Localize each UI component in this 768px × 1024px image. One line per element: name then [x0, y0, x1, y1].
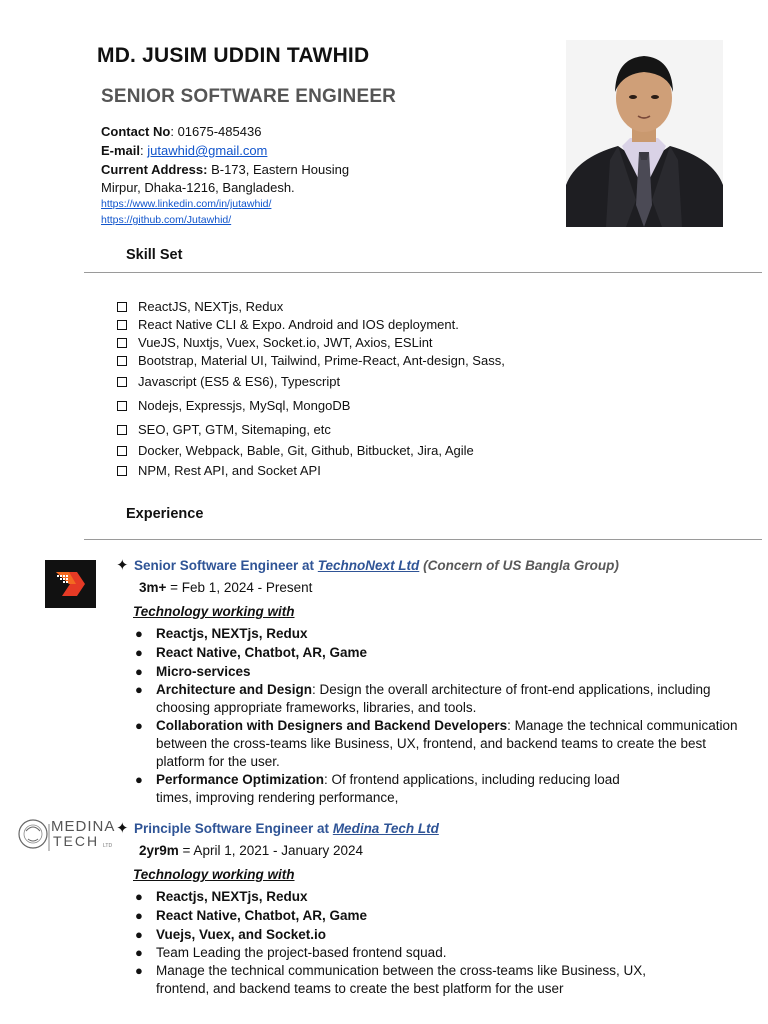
job-1-role: Senior Software Engineer at — [134, 558, 318, 573]
skills-divider — [84, 272, 762, 273]
list-item: ● Manage the technical communication between the cross-teams like Business, UX, frontend, and backend teams to create the best platform for the user — [135, 963, 646, 996]
skill-item: Docker, Webpack, Bable, Git, Github, Bitbucket, Jira, Agile — [117, 442, 505, 460]
medina-logo-text: MEDINA — [51, 818, 116, 835]
checkbox-bullet-icon — [117, 377, 127, 387]
job-1-tech-heading: Technology working with — [133, 604, 295, 619]
contact-address-line — [101, 161, 349, 178]
checkbox-bullet-icon — [117, 466, 127, 476]
checkbox-bullet-icon — [117, 425, 127, 435]
job-2-bullets — [133, 887, 673, 998]
phone-value: 01675-485436 — [177, 124, 262, 139]
address-line1: B-173, Eastern Housing — [211, 162, 350, 177]
checkbox-bullet-icon — [117, 320, 127, 330]
job-1-concern: (Concern of US Bangla Group) — [423, 558, 619, 573]
job-2-role: Principle Software Engineer at — [134, 821, 333, 836]
linkedin-link[interactable]: https://www.linkedin.com/in/jutawhid/ — [101, 198, 272, 210]
phone-label: Contact No — [101, 124, 171, 139]
job-2-heading — [116, 819, 439, 837]
github-link[interactable]: https://github.com/Jutawhid/ — [101, 214, 232, 226]
skills-heading: Skill Set — [126, 247, 183, 263]
job-1-duration: 3m+ = Feb 1, 2024 - Present — [139, 580, 313, 595]
skill-item: Javascript (ES5 & ES6), Typescript — [117, 373, 505, 391]
checkbox-bullet-icon — [117, 401, 127, 411]
experience-divider — [84, 539, 762, 540]
contact-phone-line: Contact No: 01675-485436 — [101, 124, 262, 139]
candidate-name: MD. JUSIM UDDIN TAWHID — [97, 44, 370, 67]
address-line2: Mirpur, Dhaka-1216, Bangladesh. — [101, 180, 295, 195]
experience-heading: Experience — [126, 506, 204, 522]
skill-item: Nodejs, Expressjs, MySql, MongoDB — [117, 397, 505, 415]
skill-item: ReactJS, NEXTjs, Redux — [117, 298, 505, 316]
star-bullet-icon: ✦ — [116, 820, 129, 837]
list-item: ● Performance Optimization: Of frontend applications, including reducing load times, improving rendering performance, — [135, 772, 620, 805]
list-item: ● Team Leading the project-based frontend squad. — [135, 945, 447, 960]
ltd-logo-text: LTD — [103, 843, 113, 849]
skill-item: SEO, GPT, GTM, Sitemaping, etc — [117, 421, 505, 439]
list-item: ● Micro-services — [135, 664, 251, 679]
checkbox-bullet-icon — [117, 302, 127, 312]
skill-item: NPM, Rest API, and Socket API — [117, 462, 505, 480]
address-label: Current Address: — [101, 162, 208, 177]
job-1-bullets — [133, 624, 753, 807]
checkbox-bullet-icon — [117, 338, 127, 348]
email-label: E-mail — [101, 143, 141, 158]
checkbox-bullet-icon — [117, 356, 127, 366]
list-item: ● Vuejs, Vuex, and Socket.io — [135, 927, 327, 942]
skill-item: Bootstrap, Material UI, Tailwind, Prime-React, Ant-design, Sass, — [117, 352, 505, 370]
contact-email-line: E-mail: jutawhid@gmail.com — [101, 143, 268, 158]
job-2-company-link[interactable]: Medina Tech Ltd — [332, 821, 439, 836]
medina-tech-logo — [17, 815, 114, 853]
list-item: ● Collaboration with Designers and Backend Developers: Manage the technical communication between the cross-teams like Business, UX, frontend, and backend teams to create the best platform for the user. — [135, 718, 738, 769]
job-1-company-link[interactable]: TechnoNext Ltd — [317, 558, 420, 573]
job-2-tech-heading: Technology working with — [133, 867, 295, 882]
profile-photo — [566, 40, 723, 227]
checkbox-bullet-icon — [117, 446, 127, 456]
list-item: ● React Native, Chatbot, AR, Game — [135, 908, 368, 923]
job-title: SENIOR SOFTWARE ENGINEER — [101, 86, 397, 107]
job-1-heading — [116, 556, 619, 574]
tech-logo-text: TECH — [53, 833, 100, 849]
list-item: ● React Native, Chatbot, AR, Game — [135, 645, 368, 660]
skill-item: React Native CLI & Expo. Android and IOS deployment. — [117, 316, 505, 334]
list-item: ● Architecture and Design: Design the overall architecture of front-end applications, including choosing appropriate frameworks, libraries, and tools. — [135, 682, 711, 715]
job-2-duration: 2yr9m = April 1, 2021 - January 2024 — [139, 843, 364, 858]
star-bullet-icon: ✦ — [116, 557, 129, 574]
list-item: ● Reactjs, NEXTjs, Redux — [135, 626, 308, 641]
skills-list — [117, 298, 505, 480]
email-link[interactable]: jutawhid@gmail.com — [147, 143, 268, 158]
skill-item: VueJS, Nuxtjs, Vuex, Socket.io, JWT, Axios, ESLint — [117, 334, 505, 352]
technonext-logo — [45, 560, 96, 608]
list-item: ● Reactjs, NEXTjs, Redux — [135, 889, 308, 904]
